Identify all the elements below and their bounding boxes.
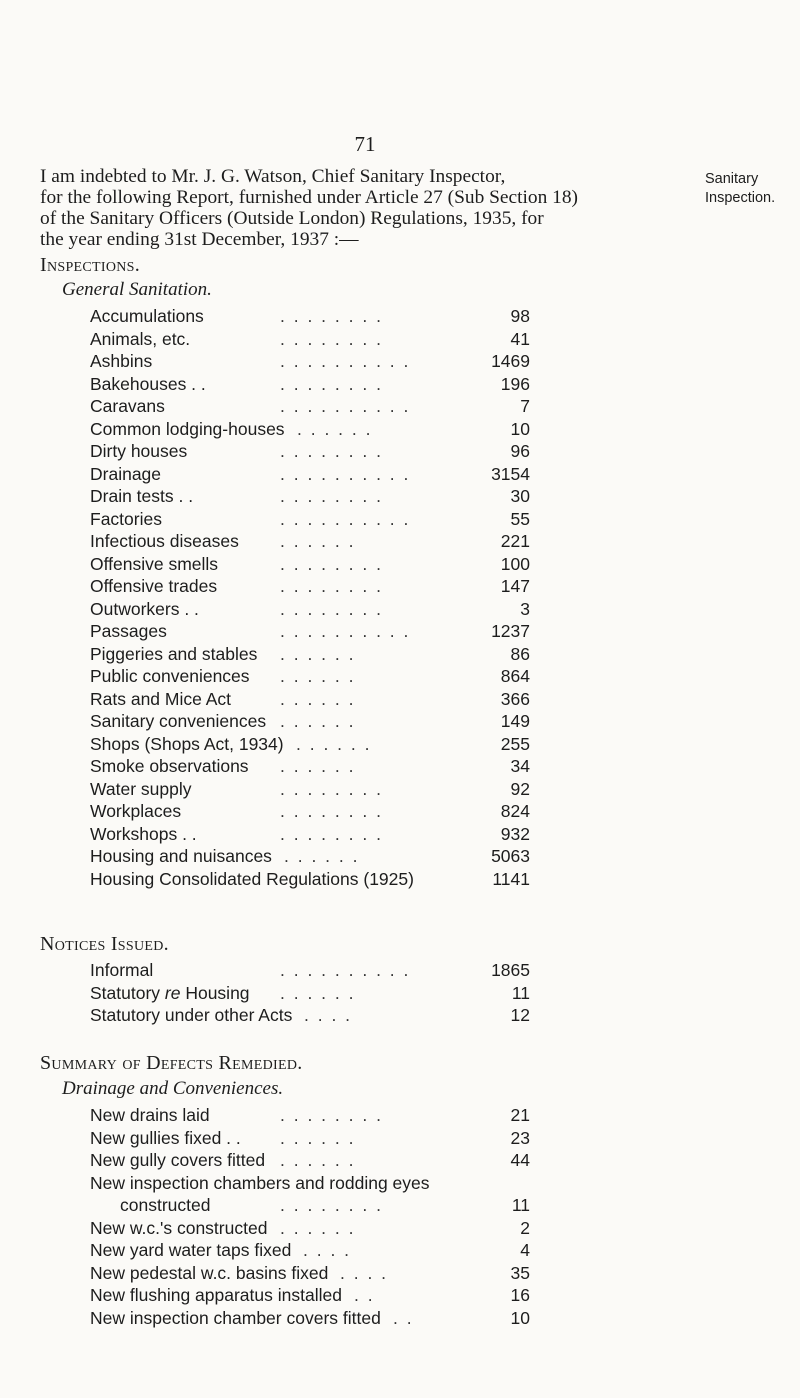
row-value: 35: [510, 1262, 530, 1283]
table-row: [90, 328, 530, 351]
table-row: [90, 755, 530, 778]
row-value: 1865: [491, 960, 530, 980]
defects-table: [90, 1104, 530, 1329]
table-row: [90, 688, 530, 711]
table-row: [90, 1217, 530, 1240]
row-label: Piggeries and stables: [90, 643, 258, 664]
table-row: [90, 575, 530, 598]
table-row: [90, 1239, 530, 1262]
row-value: 3154: [491, 463, 530, 484]
row-value: 221: [500, 531, 530, 551]
row-value: 55: [510, 508, 530, 529]
row-label: Sanitary conveniences: [90, 711, 267, 731]
row-leader-dots: . . . . . . . .: [280, 441, 383, 461]
row-leader-dots: . . . . . .: [280, 1127, 356, 1148]
row-value: 98: [510, 306, 530, 326]
row-value: 16: [510, 1285, 530, 1305]
row-label: Housing Consolidated Regulations (1925): [90, 868, 414, 889]
row-leader-dots: . . . . . .: [297, 418, 373, 439]
row-value: 30: [510, 486, 530, 506]
row-leader-dots: . . . . . . . .: [280, 486, 383, 506]
table-row: [90, 982, 530, 1005]
intro-line: of the Sanitary Officers (Outside London) Regulations, 1935, for: [40, 208, 544, 229]
row-label: New yard water taps fixed: [90, 1240, 292, 1260]
row-label: Bakehouses . .: [90, 373, 206, 394]
table-row: [90, 1262, 530, 1285]
row-label: Animals, etc.: [90, 328, 191, 349]
table-row: [90, 395, 530, 418]
row-leader-dots: . . . .: [304, 1005, 353, 1025]
row-leader-dots: . . . . . . . . . .: [280, 463, 411, 484]
table-row: [90, 778, 530, 801]
table-row: [90, 665, 530, 688]
general-sanitation-subheading: General Sanitation.: [62, 279, 212, 300]
row-leader-dots: . . . . . . . .: [280, 553, 383, 574]
row-leader-dots: . . . . . . . .: [280, 306, 383, 326]
row-leader-dots: . . . . . . . . . .: [280, 621, 411, 641]
table-row: [90, 733, 530, 756]
row-leader-dots: . . . . . .: [296, 733, 372, 754]
row-value: 3: [520, 598, 530, 619]
row-label: Statutory re Housing: [90, 982, 250, 1003]
row-value: 41: [510, 328, 530, 349]
row-label: Drainage: [90, 463, 162, 484]
row-label: New flushing apparatus installed: [90, 1285, 342, 1305]
row-value: 10: [510, 418, 530, 439]
notices-table: [90, 959, 530, 1027]
row-value: 11: [511, 1195, 530, 1215]
row-label: New w.c.'s constructed: [90, 1217, 268, 1238]
row-value: 1469: [491, 351, 530, 371]
table-row: [90, 959, 530, 982]
row-label: Passages: [90, 621, 167, 641]
row-label: Public conveniences: [90, 666, 250, 686]
row-label: Factories: [90, 508, 162, 529]
table-row: [90, 485, 530, 508]
row-value: 44: [510, 1150, 530, 1170]
table-row: [90, 305, 530, 328]
row-leader-dots: . . . . . . . .: [280, 801, 383, 821]
row-leader-dots: . . . . . . . .: [280, 328, 383, 349]
row-leader-dots: . . . . . . . . . .: [280, 351, 411, 371]
row-leader-dots: . . . . . . . .: [280, 823, 383, 844]
row-value: 255: [500, 733, 530, 754]
row-value: 824: [500, 801, 530, 821]
row-leader-dots: . . . . . .: [280, 666, 356, 686]
table-row: [90, 1172, 530, 1195]
table-row: [90, 350, 530, 373]
row-value: 86: [510, 643, 530, 664]
row-label: Caravans: [90, 396, 165, 416]
row-value: 100: [500, 553, 530, 574]
intro-line: I am indebted to Mr. J. G. Watson, Chief Sanitary Inspector,: [40, 166, 506, 187]
intro-paragraph: [40, 166, 700, 250]
row-label: Statutory under other Acts: [90, 1005, 293, 1025]
table-row: [90, 598, 530, 621]
row-value: 11: [511, 982, 530, 1003]
table-row: [90, 1194, 530, 1217]
row-value: 10: [510, 1307, 530, 1328]
row-value: 34: [510, 756, 530, 776]
row-leader-dots: . . . . . . . .: [280, 373, 383, 394]
row-leader-dots: . .: [393, 1307, 414, 1328]
row-value: 147: [500, 576, 530, 596]
row-label: New drains laid: [90, 1105, 210, 1125]
row-value: 864: [500, 666, 530, 686]
row-label: Informal: [90, 960, 154, 980]
page-number: 71: [354, 132, 376, 156]
row-value: 92: [510, 778, 530, 799]
table-row: [90, 1127, 530, 1150]
table-row: [90, 463, 530, 486]
row-label: New gullies fixed . .: [90, 1127, 241, 1148]
row-leader-dots: . . . . . . . . . .: [280, 960, 411, 980]
row-label: New pedestal w.c. basins fixed: [90, 1262, 329, 1283]
row-value: 5063: [491, 846, 530, 866]
row-leader-dots: . . . . . .: [280, 643, 356, 664]
table-row: [90, 845, 530, 868]
row-label: New gully covers fitted: [90, 1150, 266, 1170]
row-leader-dots: . . . . . .: [280, 711, 356, 731]
row-label: Infectious diseases: [90, 531, 239, 551]
table-row: [90, 868, 530, 891]
row-leader-dots: . . . . . .: [280, 982, 356, 1003]
table-row: [90, 620, 530, 643]
table-row: [90, 508, 530, 531]
row-leader-dots: . . . . . .: [280, 1150, 356, 1170]
row-label: Common lodging-houses: [90, 418, 285, 439]
table-row: [90, 1104, 530, 1127]
row-label: Housing and nuisances: [90, 846, 272, 866]
row-leader-dots: . .: [354, 1285, 375, 1305]
margin-note: Sanitary Inspection.: [705, 171, 776, 206]
row-value: 96: [510, 441, 530, 461]
row-label: New inspection chambers and rodding eyes: [90, 1172, 430, 1193]
inspections-heading: Inspections.: [40, 254, 141, 276]
row-label: Water supply: [90, 778, 192, 799]
table-row: [90, 418, 530, 441]
row-label: Ashbins: [90, 351, 153, 371]
defects-heading: Summary of Defects Remedied.: [40, 1052, 303, 1074]
row-label: Offensive trades: [90, 576, 218, 596]
row-label: Dirty houses: [90, 441, 188, 461]
table-row: [90, 553, 530, 576]
row-value: 12: [510, 1005, 530, 1025]
row-label: Rats and Mice Act: [90, 688, 232, 709]
row-value: 21: [510, 1105, 530, 1125]
table-row: [90, 440, 530, 463]
table-row: [90, 1004, 530, 1027]
row-label: Accumulations: [90, 306, 204, 326]
row-value: 196: [500, 373, 530, 394]
row-label: Drain tests . .: [90, 486, 194, 506]
row-leader-dots: . . . . . .: [280, 756, 356, 776]
row-leader-dots: . . . . . .: [280, 1217, 356, 1238]
row-value: 1141: [492, 868, 530, 889]
table-row: [90, 1284, 530, 1307]
row-leader-dots: . . . . . . . . . .: [280, 396, 411, 416]
table-row: [90, 823, 530, 846]
table-row: [90, 373, 530, 396]
row-value: 149: [500, 711, 530, 731]
row-label: Smoke observations: [90, 756, 249, 776]
row-value: 23: [510, 1127, 530, 1148]
row-label: Shops (Shops Act, 1934): [90, 733, 284, 754]
row-value: 1237: [491, 621, 530, 641]
row-label: constructed: [120, 1195, 211, 1215]
table-row: [90, 800, 530, 823]
row-value: 2: [520, 1217, 530, 1238]
row-leader-dots: . . . . . . . . . .: [280, 508, 411, 529]
row-value: 932: [500, 823, 530, 844]
row-leader-dots: . . . .: [303, 1240, 352, 1260]
table-row: [90, 1149, 530, 1172]
row-value: 4: [520, 1240, 530, 1260]
row-leader-dots: . . . . . . . .: [280, 1105, 383, 1125]
row-label: Workplaces: [90, 801, 182, 821]
row-label: Workshops . .: [90, 823, 197, 844]
row-leader-dots: . . . . . .: [280, 688, 356, 709]
row-value: 7: [520, 396, 530, 416]
table-row: [90, 710, 530, 733]
row-leader-dots: . . . . . . . .: [280, 576, 383, 596]
row-label: Offensive smells: [90, 553, 219, 574]
intro-line: for the following Report, furnished under Article 27 (Sub Section 18): [40, 187, 578, 208]
row-leader-dots: . . . . . . . .: [280, 778, 383, 799]
intro-line: the year ending 31st December, 1937 :—: [40, 229, 359, 250]
drainage-subheading: Drainage and Conveniences.: [62, 1078, 284, 1099]
row-leader-dots: . . . . . .: [280, 531, 356, 551]
table-row: [90, 1307, 530, 1330]
row-leader-dots: . . . . . . . .: [280, 598, 383, 619]
inspections-table: [90, 305, 530, 890]
row-value: 366: [500, 688, 530, 709]
table-row: [90, 643, 530, 666]
row-leader-dots: . . . . . . . .: [280, 1195, 383, 1215]
notices-heading: Notices Issued.: [40, 933, 169, 955]
row-leader-dots: . . . . . .: [284, 846, 360, 866]
row-label: New inspection chamber covers fitted: [90, 1307, 381, 1328]
table-row: [90, 530, 530, 553]
row-leader-dots: . . . .: [340, 1262, 389, 1283]
row-label: Outworkers . .: [90, 598, 199, 619]
